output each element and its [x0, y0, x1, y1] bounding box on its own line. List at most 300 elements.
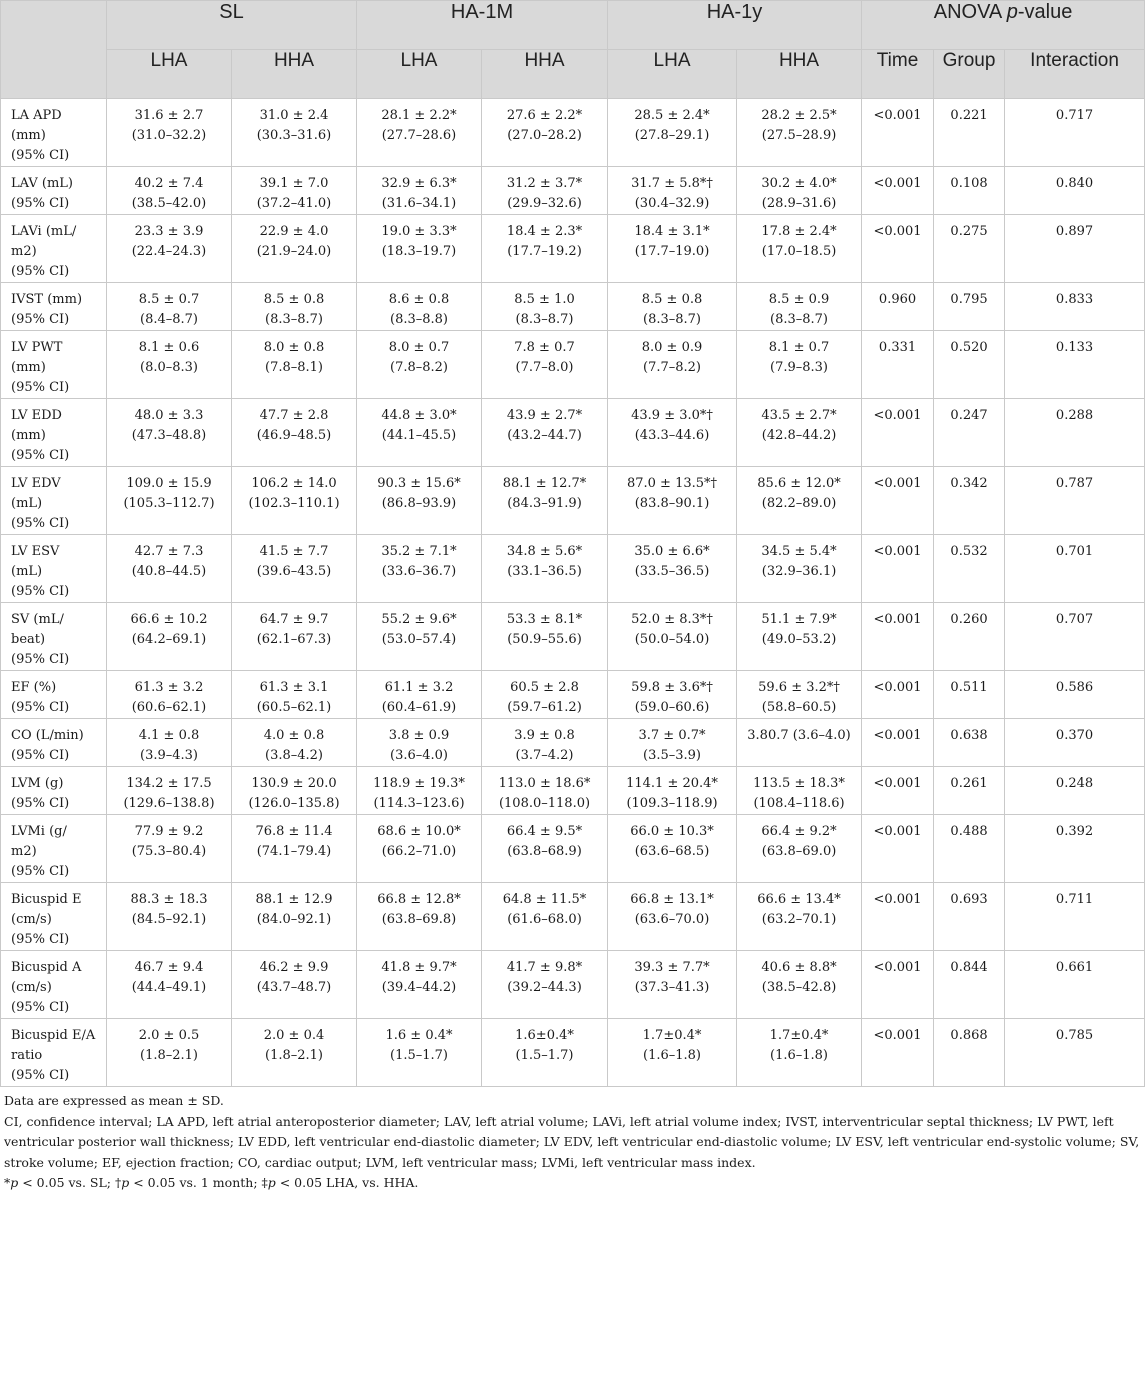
- cell-line: (17.7–19.0): [634, 244, 710, 259]
- table-cell: [357, 883, 482, 951]
- cell-line: 0.108: [950, 176, 988, 191]
- table-row: [1, 467, 1145, 535]
- table-cell: [1005, 535, 1145, 603]
- cell-line: 40.6 ± 8.8*: [761, 960, 837, 975]
- row-label: [1, 603, 107, 671]
- table-cell: [608, 467, 737, 535]
- cell-line: <0.001: [873, 612, 922, 627]
- cell-line: (50.9–55.6): [507, 632, 582, 647]
- cell-line: (60.5–62.1): [256, 700, 332, 715]
- cell-line: (27.0–28.2): [507, 128, 582, 143]
- cell-line: (42.8–44.2): [761, 428, 837, 443]
- cell-line: 0.707: [1055, 612, 1094, 627]
- cell-line: 66.0 ± 10.3*: [630, 824, 714, 839]
- table-row: [1, 815, 1145, 883]
- row-label-line: Bicuspid E: [11, 892, 82, 907]
- cell-line: (8.3–8.8): [390, 312, 448, 327]
- cell-line: (39.2–44.3): [507, 980, 582, 995]
- cell-line: 109.0 ± 15.9: [126, 476, 212, 491]
- row-label-line: m2): [11, 244, 37, 259]
- cell-line: 88.1 ± 12.9: [255, 892, 333, 907]
- cell-line: 0.520: [950, 340, 988, 355]
- cell-line: (50.0–54.0): [634, 632, 710, 647]
- table-cell: [862, 331, 934, 399]
- cell-line: (46.9–48.5): [256, 428, 332, 443]
- table-cell: [862, 603, 934, 671]
- cell-line: (53.0–57.4): [381, 632, 457, 647]
- cell-line: (30.3–31.6): [256, 128, 332, 143]
- cell-line: (108.0–118.0): [498, 796, 591, 811]
- table-cell: [1005, 671, 1145, 719]
- table-cell: [482, 399, 608, 467]
- row-label-line: (95% CI): [11, 1068, 70, 1083]
- table-cell: [107, 815, 232, 883]
- table-row: [1, 767, 1145, 815]
- table-cell: [482, 331, 608, 399]
- table-row: [1, 399, 1145, 467]
- header-group-row: [1, 1, 1145, 50]
- table-cell: [107, 719, 232, 767]
- table-cell: [608, 331, 737, 399]
- table-cell: [232, 767, 357, 815]
- table-cell: [1005, 167, 1145, 215]
- cell-line: <0.001: [873, 1028, 922, 1043]
- table-cell: [232, 399, 357, 467]
- table-cell: [1005, 603, 1145, 671]
- cell-line: 77.9 ± 9.2: [134, 824, 204, 839]
- cell-line: 4.0 ± 0.8: [263, 728, 325, 743]
- table-cell: [608, 283, 737, 331]
- table-cell: [1005, 99, 1145, 167]
- cell-line: 66.6 ± 10.2: [130, 612, 208, 627]
- row-label-line: (95% CI): [11, 196, 70, 211]
- row-label-line: (95% CI): [11, 1000, 70, 1015]
- table-cell: [737, 883, 862, 951]
- cell-line: (62.1–67.3): [256, 632, 332, 647]
- footnote-part: *: [4, 1175, 11, 1190]
- table-cell: [862, 1019, 934, 1087]
- cell-line: 28.2 ± 2.5*: [761, 108, 837, 123]
- cell-line: 8.6 ± 0.8: [388, 292, 450, 307]
- cell-line: 0.785: [1055, 1028, 1094, 1043]
- cell-line: (61.6–68.0): [507, 912, 582, 927]
- cell-line: (102.3–110.1): [248, 496, 340, 511]
- cell-line: 0.844: [950, 960, 988, 975]
- table-cell: [862, 399, 934, 467]
- cell-line: 0.787: [1055, 476, 1094, 491]
- row-label-line: (95% CI): [11, 652, 70, 667]
- cell-line: 90.3 ± 15.6*: [377, 476, 461, 491]
- cell-line: 0.638: [950, 728, 988, 743]
- table-cell: [862, 99, 934, 167]
- cell-line: (86.8–93.9): [381, 496, 457, 511]
- cell-line: (7.9–8.3): [770, 360, 829, 375]
- row-label-line: CO (L/min): [11, 728, 84, 743]
- cell-line: 59.8 ± 3.6*†: [631, 680, 713, 695]
- cell-line: 31.2 ± 3.7*: [506, 176, 583, 191]
- cell-line: (38.5–42.0): [131, 196, 207, 211]
- cell-line: (59.7–61.2): [507, 700, 582, 715]
- table-cell: [1005, 951, 1145, 1019]
- header-corner-cell: [1, 1, 107, 99]
- row-label-line: (95% CI): [11, 516, 70, 531]
- table-cell: [862, 467, 934, 535]
- row-label-line: m2): [11, 844, 37, 859]
- cell-line: (84.0–92.1): [256, 912, 332, 927]
- row-label-line: LV ESV: [11, 544, 60, 559]
- cell-line: 0.331: [878, 340, 917, 355]
- header-group-label-part: p: [1006, 1, 1018, 23]
- cell-line: <0.001: [873, 680, 922, 695]
- table-cell: [1005, 883, 1145, 951]
- row-label-line: (mL): [11, 496, 43, 511]
- cell-line: 66.4 ± 9.5*: [506, 824, 583, 839]
- table-cell: [737, 215, 862, 283]
- footnote-part: < 0.05 vs. 1 month; ‡: [129, 1175, 268, 1190]
- row-label: [1, 671, 107, 719]
- table-cell: [1005, 815, 1145, 883]
- cell-line: 0.260: [950, 612, 988, 627]
- row-label-line: (95% CI): [11, 264, 70, 279]
- table-cell: [1005, 331, 1145, 399]
- cell-line: 8.1 ± 0.7: [768, 340, 830, 355]
- cell-line: (27.8–29.1): [634, 128, 710, 143]
- cell-line: 113.0 ± 18.6*: [498, 776, 591, 791]
- cell-line: 0.693: [950, 892, 988, 907]
- cell-line: 0.511: [950, 680, 988, 695]
- header-group-2: [608, 1, 862, 50]
- header-subcolumn-2: LHA: [357, 50, 482, 99]
- cell-line: (63.8–68.9): [507, 844, 582, 859]
- row-label: [1, 719, 107, 767]
- table-cell: [737, 603, 862, 671]
- cell-line: (8.3–8.7): [643, 312, 702, 327]
- table-cell: [357, 215, 482, 283]
- cell-line: (1.8–2.1): [265, 1048, 323, 1063]
- table-cell: [232, 283, 357, 331]
- row-label-line: (95% CI): [11, 796, 70, 811]
- cell-line: 76.8 ± 11.4: [255, 824, 333, 839]
- table-cell: [608, 535, 737, 603]
- cell-line: 118.9 ± 19.3*: [373, 776, 465, 791]
- cell-line: (7.8–8.2): [390, 360, 448, 375]
- cell-line: 0.532: [950, 544, 988, 559]
- row-label-line: beat): [11, 632, 46, 647]
- cell-line: 27.6 ± 2.2*: [506, 108, 583, 123]
- cell-line: 88.1 ± 12.7*: [502, 476, 587, 491]
- cell-line: 35.0 ± 6.6*: [634, 544, 710, 559]
- table-cell: [737, 467, 862, 535]
- table-cell: [357, 535, 482, 603]
- cell-line: 8.5 ± 0.8: [263, 292, 325, 307]
- row-label: [1, 951, 107, 1019]
- cell-line: 43.9 ± 2.7*: [506, 408, 583, 423]
- cell-line: (74.1–79.4): [256, 844, 332, 859]
- table-row: [1, 99, 1145, 167]
- cell-line: 8.5 ± 0.9: [768, 292, 830, 307]
- row-label-line: (mm): [11, 428, 46, 443]
- table-cell: [862, 767, 934, 815]
- cell-line: 0.248: [1055, 776, 1094, 791]
- header-group-label: HA-1M: [450, 1, 514, 23]
- table-cell: [482, 535, 608, 603]
- cell-line: 46.2 ± 9.9: [259, 960, 329, 975]
- table-cell: [357, 467, 482, 535]
- cell-line: 17.8 ± 2.4*: [761, 224, 837, 239]
- row-label: [1, 815, 107, 883]
- cell-line: 114.1 ± 20.4*: [626, 776, 718, 791]
- table-cell: [1005, 215, 1145, 283]
- cell-line: (3.5–3.9): [643, 748, 702, 763]
- table-cell: [107, 215, 232, 283]
- cell-line: (7.7–8.0): [515, 360, 574, 375]
- table-cell: [608, 671, 737, 719]
- cell-line: 88.3 ± 18.3: [130, 892, 208, 907]
- cell-line: (63.8–69.0): [761, 844, 837, 859]
- cell-line: 42.7 ± 7.3: [134, 544, 204, 559]
- cell-line: (108.4–118.6): [753, 796, 845, 811]
- table-cell: [737, 719, 862, 767]
- cell-line: 34.5 ± 5.4*: [761, 544, 837, 559]
- cell-line: 1.7±0.4*: [642, 1028, 702, 1043]
- row-label-line: LAV (mL): [11, 176, 73, 191]
- cell-line: (1.5–1.7): [515, 1048, 574, 1063]
- cell-line: 60.5 ± 2.8: [510, 680, 579, 695]
- cell-line: (17.7–19.2): [507, 244, 582, 259]
- table-cell: [862, 535, 934, 603]
- header-subcolumn-7: Group: [934, 50, 1005, 99]
- table-cell: [232, 99, 357, 167]
- cell-line: 8.0 ± 0.7: [388, 340, 450, 355]
- cell-line: (3.6–4.0): [390, 748, 448, 763]
- cell-line: 8.5 ± 0.8: [641, 292, 703, 307]
- cell-line: (22.4–24.3): [131, 244, 207, 259]
- cell-line: 43.9 ± 3.0*†: [631, 408, 713, 423]
- cell-line: 0.868: [950, 1028, 988, 1043]
- header-group-label: SL: [219, 1, 244, 23]
- row-label: [1, 535, 107, 603]
- table-cell: [232, 815, 357, 883]
- cell-line: (43.3–44.6): [634, 428, 710, 443]
- cell-line: (8.3–8.7): [265, 312, 323, 327]
- table-cell: [934, 167, 1005, 215]
- cell-line: (31.0–32.2): [131, 128, 207, 143]
- cell-line: <0.001: [873, 176, 922, 191]
- header-subcolumn-5: HHA: [737, 50, 862, 99]
- table-cell: [862, 883, 934, 951]
- table-cell: [934, 767, 1005, 815]
- table-cell: [862, 215, 934, 283]
- footnote-part: p: [121, 1175, 130, 1190]
- cell-line: (37.3–41.3): [634, 980, 710, 995]
- table-cell: [232, 535, 357, 603]
- table-cell: [934, 331, 1005, 399]
- row-label-line: LA APD: [11, 108, 62, 123]
- table-cell: [357, 167, 482, 215]
- header-group-label: HA-1y: [706, 1, 763, 23]
- footnote-part: < 0.05 LHA, vs. HHA.: [275, 1175, 419, 1190]
- cell-line: 18.4 ± 2.3*: [506, 224, 583, 239]
- header-subcolumn-6: Time: [862, 50, 934, 99]
- row-label-line: Bicuspid E/A: [11, 1028, 96, 1043]
- table-cell: [357, 767, 482, 815]
- table-cell: [482, 99, 608, 167]
- row-label: [1, 767, 107, 815]
- cell-line: 7.8 ± 0.7: [514, 340, 575, 355]
- row-label: [1, 167, 107, 215]
- cell-line: (8.0–8.3): [140, 360, 198, 375]
- footnote-part: p: [10, 1175, 19, 1190]
- cell-line: 0.342: [950, 476, 988, 491]
- row-label-line: (cm/s): [11, 912, 52, 927]
- header-subcolumn-3: HHA: [482, 50, 608, 99]
- cell-line: (17.0–18.5): [761, 244, 837, 259]
- cell-line: (3.8–4.2): [265, 748, 323, 763]
- cell-line: (1.6–1.8): [643, 1048, 702, 1063]
- cell-line: (39.6–43.5): [256, 564, 332, 579]
- cell-line: (109.3–118.9): [626, 796, 718, 811]
- cell-line: 41.5 ± 7.7: [259, 544, 329, 559]
- cell-line: 0.897: [1055, 224, 1094, 239]
- row-label-line: LV PWT: [11, 340, 63, 355]
- table-cell: [934, 603, 1005, 671]
- table-cell: [934, 215, 1005, 283]
- row-label: [1, 331, 107, 399]
- cell-line: 113.5 ± 18.3*: [753, 776, 845, 791]
- cell-line: 31.6 ± 2.7: [134, 108, 204, 123]
- cell-line: (84.3–91.9): [507, 496, 582, 511]
- cell-line: 0.392: [1055, 824, 1094, 839]
- cell-line: <0.001: [873, 892, 922, 907]
- cell-line: 51.1 ± 7.9*: [761, 612, 837, 627]
- table-cell: [482, 883, 608, 951]
- cell-line: 52.0 ± 8.3*†: [631, 612, 713, 627]
- cell-line: (84.5–92.1): [131, 912, 207, 927]
- table-cell: [934, 99, 1005, 167]
- cell-line: (44.4–49.1): [131, 980, 207, 995]
- cell-line: (63.6–68.5): [634, 844, 710, 859]
- cell-line: (32.9–36.1): [761, 564, 837, 579]
- cell-line: 31.7 ± 5.8*†: [631, 176, 713, 191]
- cell-line: (7.7–8.2): [643, 360, 702, 375]
- table-cell: [1005, 467, 1145, 535]
- row-label-line: (95% CI): [11, 312, 70, 327]
- table-cell: [482, 951, 608, 1019]
- cell-line: 31.0 ± 2.4: [259, 108, 329, 123]
- cell-line: (114.3–123.6): [373, 796, 465, 811]
- table-cell: [608, 603, 737, 671]
- cell-line: 66.4 ± 9.2*: [761, 824, 837, 839]
- table-row: [1, 331, 1145, 399]
- table-cell: [608, 951, 737, 1019]
- table-cell: [482, 167, 608, 215]
- table-cell: [107, 167, 232, 215]
- table-cell: [862, 951, 934, 1019]
- cell-line: 134.2 ± 17.5: [126, 776, 212, 791]
- header-group-label-part: ANOVA: [933, 1, 1007, 23]
- row-label-line: LVM (g): [11, 776, 64, 791]
- table-cell: [482, 283, 608, 331]
- cell-line: 66.8 ± 13.1*: [630, 892, 714, 907]
- cell-line: (38.5–42.8): [761, 980, 837, 995]
- row-label-line: LAVi (mL/: [11, 224, 77, 239]
- table-cell: [934, 535, 1005, 603]
- cell-line: (3.9–4.3): [140, 748, 198, 763]
- cell-line: (1.6–1.8): [770, 1048, 829, 1063]
- cell-line: 8.1 ± 0.6: [138, 340, 200, 355]
- cell-line: (105.3–112.7): [123, 496, 215, 511]
- table-cell: [232, 883, 357, 951]
- cell-line: 40.2 ± 7.4: [134, 176, 204, 191]
- cell-line: 2.0 ± 0.4: [263, 1028, 325, 1043]
- cell-line: (27.5–28.9): [761, 128, 837, 143]
- table-cell: [107, 1019, 232, 1087]
- cell-line: 0.960: [878, 292, 917, 307]
- table-cell: [934, 399, 1005, 467]
- header-subcolumn-0: LHA: [107, 50, 232, 99]
- table-cell: [107, 283, 232, 331]
- table-body: [1, 99, 1145, 1087]
- cell-line: (64.2–69.1): [131, 632, 207, 647]
- cell-line: 41.7 ± 9.8*: [506, 960, 583, 975]
- cell-line: <0.001: [873, 824, 922, 839]
- row-label: [1, 283, 107, 331]
- table-cell: [107, 671, 232, 719]
- cell-line: 64.8 ± 11.5*: [502, 892, 587, 907]
- cell-line: 8.5 ± 1.0: [514, 292, 575, 307]
- cell-line: 39.1 ± 7.0: [259, 176, 329, 191]
- cell-line: (60.4–61.9): [381, 700, 457, 715]
- table-cell: [934, 815, 1005, 883]
- cell-line: (40.8–44.5): [131, 564, 207, 579]
- table-cell: [232, 719, 357, 767]
- cell-line: <0.001: [873, 476, 922, 491]
- table-cell: [357, 951, 482, 1019]
- table-cell: [482, 603, 608, 671]
- cell-line: 46.7 ± 9.4: [134, 960, 204, 975]
- cell-line: 61.3 ± 3.1: [259, 680, 329, 695]
- cell-line: 3.80.7 (3.6–4.0): [747, 728, 851, 743]
- cell-line: 55.2 ± 9.6*: [381, 612, 457, 627]
- cell-line: (8.3–8.7): [515, 312, 574, 327]
- cell-line: (43.7–48.7): [256, 980, 332, 995]
- row-label-line: (95% CI): [11, 380, 70, 395]
- header-group-3: [862, 1, 1145, 50]
- cell-line: 19.0 ± 3.3*: [381, 224, 457, 239]
- table-cell: [357, 719, 482, 767]
- table-cell: [608, 815, 737, 883]
- header-subcolumn-8: Interaction: [1005, 50, 1145, 99]
- cell-line: 4.1 ± 0.8: [138, 728, 200, 743]
- cell-line: (31.6–34.1): [381, 196, 457, 211]
- row-label-line: LV EDV: [11, 476, 61, 491]
- table-cell: [608, 215, 737, 283]
- table-cell: [232, 1019, 357, 1087]
- table-cell: [357, 283, 482, 331]
- header-group-1: [357, 1, 608, 50]
- cell-line: 35.2 ± 7.1*: [381, 544, 457, 559]
- row-label-line: (cm/s): [11, 980, 52, 995]
- cell-line: (75.3–80.4): [131, 844, 207, 859]
- table-cell: [482, 815, 608, 883]
- cell-line: (58.8–60.5): [761, 700, 837, 715]
- table-row: [1, 535, 1145, 603]
- row-label: [1, 1019, 107, 1087]
- table-cell: [232, 331, 357, 399]
- row-label-line: (mm): [11, 360, 46, 375]
- footnote-significance: [4, 1173, 1141, 1194]
- cell-line: (63.6–70.0): [634, 912, 710, 927]
